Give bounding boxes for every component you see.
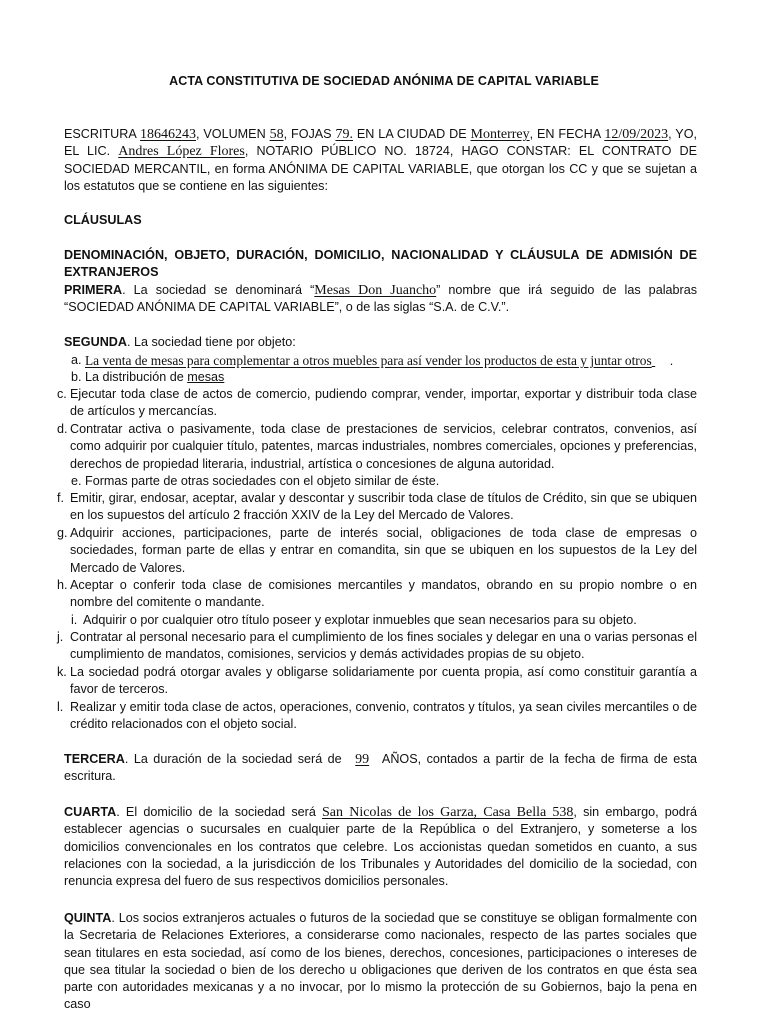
intro-text: , FOJAS: [283, 127, 336, 141]
list-item-text: Realizar y emitir toda clase de actos, operaciones, convenio, contratos y títulos, ya sean civiles mercantiles o de crédito relacionados con el objeto social.: [70, 700, 697, 732]
list-item: [57, 664, 697, 699]
list-item-text: Adquirir o por cualquier otro título poseer y explotar inmuebles que sean necesarios para su objeto.: [83, 613, 637, 627]
intro-paragraph: [64, 126, 697, 195]
fecha-field: 12/09/2023: [604, 127, 669, 142]
list-marker: a.: [71, 353, 82, 367]
document-title: ACTA CONSTITUTIVA DE SOCIEDAD ANÓNIMA DE CAPITAL VARIABLE: [169, 74, 599, 88]
intro-text: EN LA CIUDAD DE: [353, 127, 471, 141]
clause-text: AÑOS, contados a partir de la fecha de firma de esta escritura.: [64, 752, 698, 784]
intro-text: , NOTARIO PÚBLICO NO. 18724, HAGO CONSTAR: EL CONTRATO DE SOCIEDAD MERCANTIL, en forma ANÓNIMA DE CAPITAL VARIABLE, que otorgan los CC y que se sujetan a los estatutos que se contiene en las siguientes:: [64, 144, 697, 193]
list-item: [71, 352, 697, 370]
ciudad-field: Monterrey: [470, 127, 530, 142]
duration-field: 99: [355, 752, 370, 767]
clause-label: PRIMERA: [64, 283, 123, 297]
list-item: [71, 612, 697, 630]
escritura-number: 18646243: [139, 127, 196, 142]
list-item: [57, 577, 697, 612]
clause-text: . La sociedad se denominará “: [122, 283, 315, 297]
clause-primera: [64, 282, 697, 317]
list-item: [57, 525, 697, 577]
list-item-text: La sociedad podrá otorgar avales y obligarse solidariamente por cuenta propia, así como constituir garantía a favor de terceros.: [70, 665, 697, 697]
domicilio-field: San Nicolas de los Garza, Casa Bella 538: [322, 805, 574, 820]
list-item: [57, 421, 697, 473]
blank-line: [652, 353, 670, 370]
list-marker: i.: [71, 613, 78, 627]
list-item: [57, 386, 697, 421]
notario-name: Andres López Flores: [118, 144, 245, 160]
clause-text: . El domicilio de la sociedad será: [116, 805, 323, 819]
list-marker: c.: [57, 387, 67, 401]
list-item-text: [85, 352, 697, 370]
clause-text: . Los socios extranjeros actuales o futuros de la sociedad que se constituye se obligan formalmente con la Secretaria de Relaciones Exteriores, a considerarse como nacionales, respecto de las partes sociales que sean titulares en esta sociedad, así como de los bienes, derechos, concesiones, participaciones o intereses de que sea titular la sociedad o bien de los derecho u obligaciones que deriven de los contratos en que ésta sea parte con autoridades mexicanas y a no invocar, por lo mismo la protección de su Gobiernos, bajo la pena en caso: [64, 911, 697, 1012]
list-marker: g.: [57, 526, 68, 540]
list-item: [71, 369, 697, 387]
list-item: [57, 629, 697, 664]
clause-text: ” nombre que irá seguido de las palabras “SOCIEDAD ANÓNIMA DE CAPITAL VARIABLE”, o de las siglas “S.A. de C.V.”.: [64, 283, 697, 315]
clausulas-heading: [64, 212, 697, 229]
clause-label: TERCERA: [64, 752, 125, 766]
list-item: [57, 490, 697, 525]
handwritten-fill: La venta de mesas para complementar a otros muebles para así vender los productos de esta y juntar otros: [85, 353, 652, 368]
intro-text: , EN FECHA: [529, 127, 605, 141]
intro-text: , YO, EL LIC.: [64, 127, 697, 159]
list-item-text: Adquirir acciones, participaciones, parte de interés social, obligaciones de toda clase de empresas o sociedades, forman parte de ellas y entrar en comandita, sin que se ubiquen en los supuestos de la Ley del Mercado de Valores.: [70, 526, 697, 575]
handwritten-fill: mesas: [187, 370, 225, 384]
clause-text: . La sociedad tiene por objeto:: [126, 335, 296, 349]
clause-tercera: [64, 751, 697, 786]
clause-segunda: [64, 334, 697, 351]
clause-label: QUINTA: [64, 911, 112, 925]
list-item-text: Formas parte de otras sociedades con el objeto similar de éste.: [85, 474, 440, 488]
clause-quinta: [64, 910, 697, 1014]
list-item-text: Aceptar o conferir toda clase de comisiones mercantiles y mandatos, obrando en su propio nombre o en nombre del comitente o mandante.: [70, 578, 697, 610]
intro-text: , VOLUMEN: [195, 127, 270, 141]
list-item: [57, 699, 697, 734]
section-heading-text: DENOMINACIÓN, OBJETO, DURACIÓN, DOMICILIO, NACIONALIDAD Y CLÁUSULA DE ADMISIÓN DE EXTRANJEROS: [64, 248, 697, 280]
list-marker: j.: [57, 630, 64, 644]
company-name-field: Mesas Don Juancho: [314, 283, 437, 298]
list-marker: f.: [57, 491, 64, 505]
list-marker: h.: [57, 578, 68, 592]
clause-label: CUARTA: [64, 805, 117, 819]
clause-cuarta: [64, 804, 697, 890]
list-item-suffix: .: [669, 354, 674, 368]
list-item-text: [85, 369, 697, 386]
fojas-number: 79.: [335, 127, 353, 142]
intro-text: ESCRITURA: [64, 127, 140, 141]
list-item-text: Emitir, girar, endosar, aceptar, avalar y descontar y suscribir toda clase de títulos de Crédito, sin que se ubiquen en los supuestos del artículo 2 fracción XXIV de la Ley del Mercado de Valores.: [70, 491, 697, 523]
list-item-label: La distribución de: [85, 370, 188, 384]
list-item: [71, 473, 697, 491]
list-marker: e.: [71, 474, 82, 488]
list-item-text: Ejecutar toda clase de actos de comercio, pudiendo comprar, vender, importar, exportar y distribuir toda clase de artículos y mercancías.: [70, 387, 697, 419]
clause-label: SEGUNDA: [64, 335, 127, 349]
list-marker: d.: [57, 422, 68, 436]
clause-text: . La duración de la sociedad será de: [124, 752, 348, 766]
list-marker: b.: [71, 370, 82, 384]
list-item-text: Contratar al personal necesario para el cumplimiento de los fines sociales y delegar en una o varias personas el cumplimiento de mandatos, comisiones, servicios y demás actividades propias de su objeto.: [70, 630, 697, 662]
list-marker: k.: [57, 665, 67, 679]
clausulas-heading-text: CLÁUSULAS: [64, 213, 142, 227]
volumen-number: 58: [269, 127, 284, 142]
list-item-text: Contratar activa o pasivamente, toda clase de prestaciones de servicios, celebrar contratos, convenios, así como adquirir por cualquier título, patentes, marcas industriales, nombres comerciales, opciones y preferencias, derechos de propiedad literaria, industrial, artística o concesiones de alguna autoridad.: [70, 422, 697, 471]
section-heading: [64, 247, 697, 282]
clause-text: , sin embargo, podrá establecer agencias o sucursales en cualquier parte de la República o del Extranjero, y someterse a los domicilios convencionales en los contratos que celebre. Los accionistas quedan sometidos en cuanto, a sus relaciones con la sociedad, a la jurisdicción de los Tribunales y Autoridades del domicilio de la sociedad, con renuncia expresa del fuero de sus respectivos domicilios personales.: [64, 805, 697, 889]
list-marker: l.: [57, 700, 64, 714]
